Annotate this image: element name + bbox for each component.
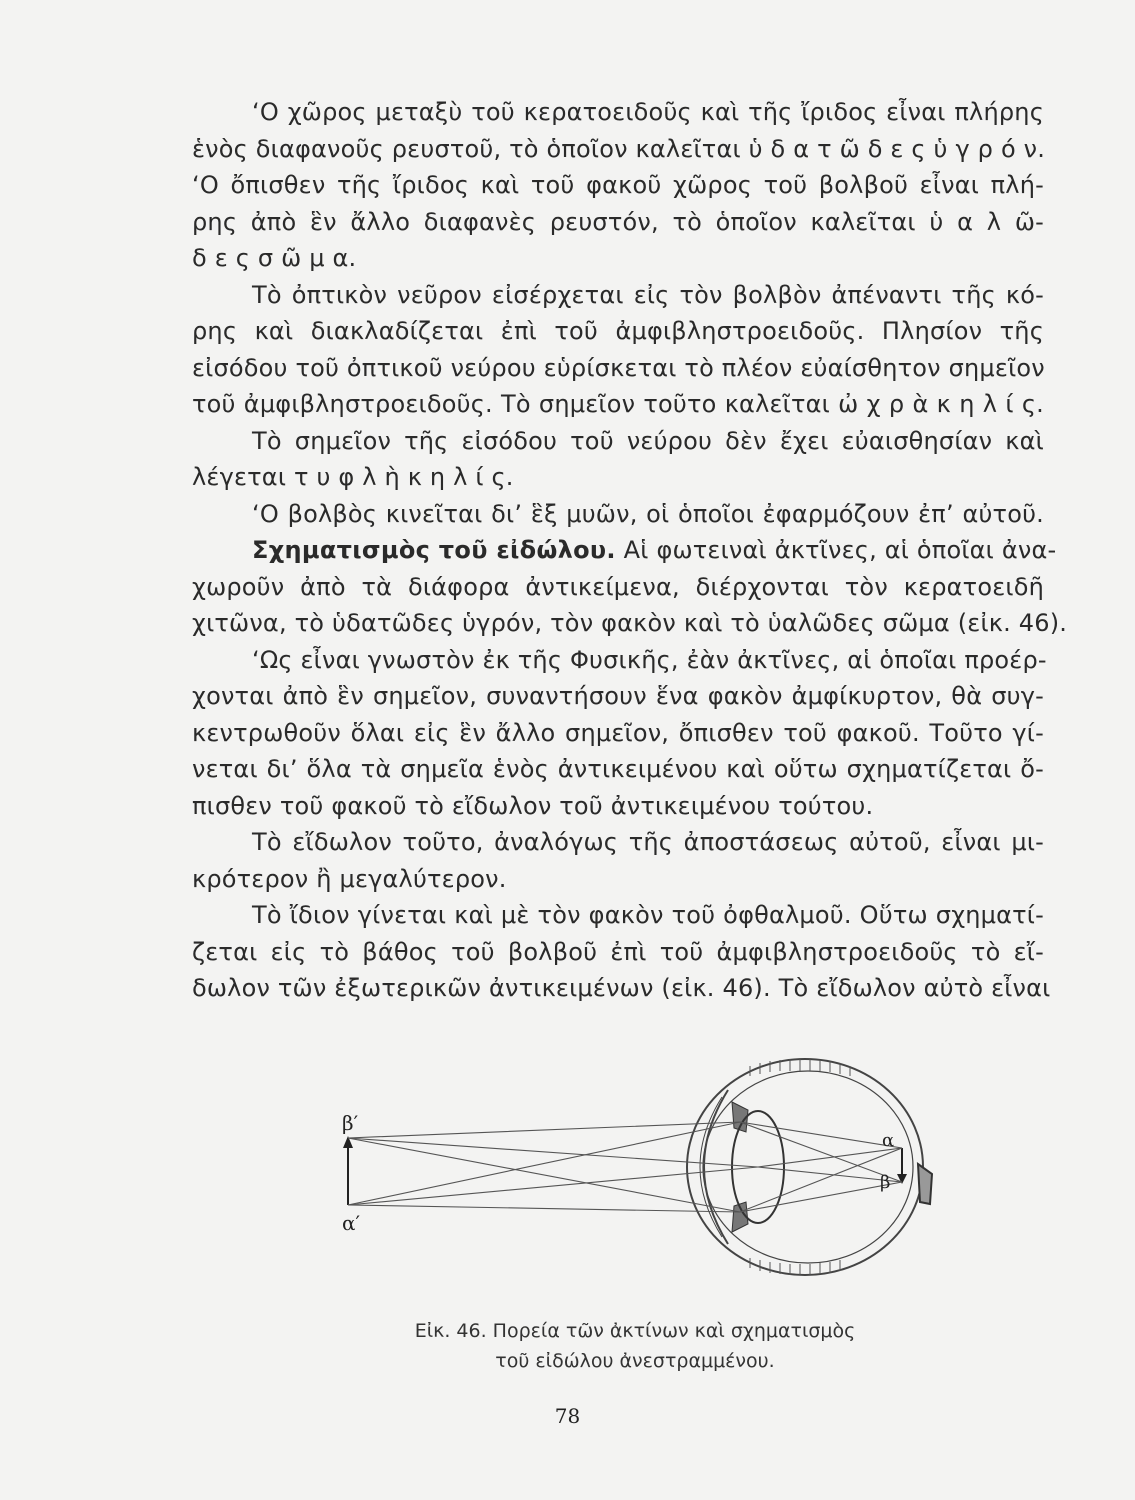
section-line: [192, 532, 1057, 569]
text-line: ἑνὸς διαφανοῦς ρευστοῦ, τὸ ὁποῖον καλεῖται ὑ δ α τ ῶ δ ε ς ὑ γ ρ ό ν.: [192, 134, 1046, 163]
text-line: πισθεν τοῦ φακοῦ τὸ εἴδωλον τοῦ ἀντικειμένου τούτου.: [192, 791, 874, 820]
caption-line: Εἰκ. 46. Πορεία τῶν ἀκτίνων καὶ σχηματισμὸς: [414, 1320, 856, 1342]
text-line: ‘Ο ὄπισθεν τῆς ἴριδος καὶ τοῦ φακοῦ χῶρος τοῦ βολβοῦ εἶναι πλή-: [192, 171, 1044, 199]
text-line: χωροῦν ἀπὸ τὰ διάφορα ἀντικείμενα, διέρχονται τὸν κερατοειδῆ: [192, 572, 1044, 601]
text-line: χονται ἀπὸ ἓν σημεῖον, συναντήσουν ἕνα φακὸν ἀμφίκυρτον, θὰ συγ-: [192, 682, 1044, 710]
text-line: εἰσόδου τοῦ ὀπτικοῦ νεύρου εὑρίσκεται τὸ πλέον εὐαίσθητον σημεῖον: [192, 353, 1045, 382]
label-image-bottom: β: [880, 1172, 891, 1193]
text-line: δ ε ς σ ῶ μ α.: [192, 244, 357, 272]
light-rays: [348, 1122, 902, 1212]
body-text: [192, 94, 1068, 1007]
text-line: χιτῶνα, τὸ ὑδατῶδες ὑγρόν, τὸν φακὸν καὶ τὸ ὑαλῶδες σῶμα (εἰκ. 46).: [192, 609, 1068, 637]
eye-ray-diagram: [330, 1052, 940, 1312]
ray: [348, 1138, 902, 1182]
text-line: ρης ἀπὸ ἓν ἄλλο διαφανὲς ρευστόν, τὸ ὁποῖον καλεῖται ὑ α λ ῶ-: [192, 207, 1044, 236]
text-line: ζεται εἰς τὸ βάθος τοῦ βολβοῦ ἐπὶ τοῦ ἀμφιβληστροειδοῦς τὸ εἴ-: [192, 937, 1044, 966]
text-line: Τὸ ὀπτικὸν νεῦρον εἰσέρχεται εἰς τὸν βολβὸν ἀπέναντι τῆς κό-: [252, 280, 1044, 309]
text-line: ‘Ο χῶρος μεταξὺ τοῦ κερατοειδοῦς καὶ τῆς ἴριδος εἶναι πλήρης: [252, 98, 1044, 126]
text-line: Τὸ σημεῖον τῆς εἰσόδου τοῦ νεύρου δὲν ἔχει εὐαισθησίαν καὶ: [252, 426, 1044, 455]
eye-striations: [750, 1059, 850, 1275]
text-line: κρότερον ἢ μεγαλύτερον.: [192, 864, 507, 893]
text-line: ‘Ως εἶναι γνωστὸν ἐκ τῆς Φυσικῆς, ἐὰν ἀκτῖνες, αἱ ὁποῖαι προέρ-: [252, 645, 1047, 674]
text-line: ρης καὶ διακλαδίζεται ἐπὶ τοῦ ἀμφιβληστροειδοῦς. Πλησίον τῆς: [192, 317, 1044, 345]
text-line: λέγεται τ υ φ λ ὴ κ η λ ί ς.: [192, 463, 514, 491]
text-line: ‘Ο βολβὸς κινεῖται δι’ ἓξ μυῶν, οἱ ὁποῖοι ἐφαρμόζουν ἐπ’ αὐτοῦ.: [252, 499, 1044, 528]
eyeball-outline: [687, 1059, 923, 1275]
text-line: νεται δι’ ὅλα τὰ σημεῖα ἑνὸς ἀντικειμένου καὶ οὕτω σχηματίζεται ὄ-: [192, 755, 1044, 783]
optic-nerve: [918, 1164, 932, 1204]
label-image-top: α: [882, 1130, 895, 1151]
figure-caption: [330, 1316, 940, 1376]
caption-line: τοῦ εἰδώλου ἀνεστραμμένου.: [495, 1350, 775, 1372]
text-line: Αἱ φωτειναὶ ἀκτῖνες, αἱ ὁποῖαι ἀνα-: [623, 536, 1057, 564]
ray: [348, 1138, 902, 1212]
text-line: δωλον τῶν ἐξωτερικῶν ἀντικειμένων (εἰκ. 46). Τὸ εἴδωλον αὐτὸ εἶναι: [192, 974, 1051, 1002]
text-line: τοῦ ἀμφιβληστροειδοῦς. Τὸ σημεῖον τοῦτο καλεῖται ὠ χ ρ ὰ κ η λ ί ς.: [192, 390, 1044, 418]
page-number: 78: [554, 1404, 581, 1428]
label-object-top: β′: [342, 1111, 359, 1135]
label-object-bottom: α′: [342, 1211, 361, 1235]
text-line: Τὸ εἴδωλον τοῦτο, ἀναλόγως τῆς ἀποστάσεως αὐτοῦ, εἶναι μι-: [252, 828, 1044, 856]
text-line: Τὸ ἴδιον γίνεται καὶ μὲ τὸν φακὸν τοῦ ὀφθαλμοῦ. Οὕτω σχηματί-: [252, 901, 1044, 929]
section-heading: Σχηματισμὸς τοῦ εἰδώλου.: [252, 536, 616, 564]
text-line: κεντρωθοῦν ὅλαι εἰς ἓν ἄλλο σημεῖον, ὄπισθεν τοῦ φακοῦ. Τοῦτο γί-: [192, 718, 1044, 747]
ray: [348, 1148, 902, 1205]
